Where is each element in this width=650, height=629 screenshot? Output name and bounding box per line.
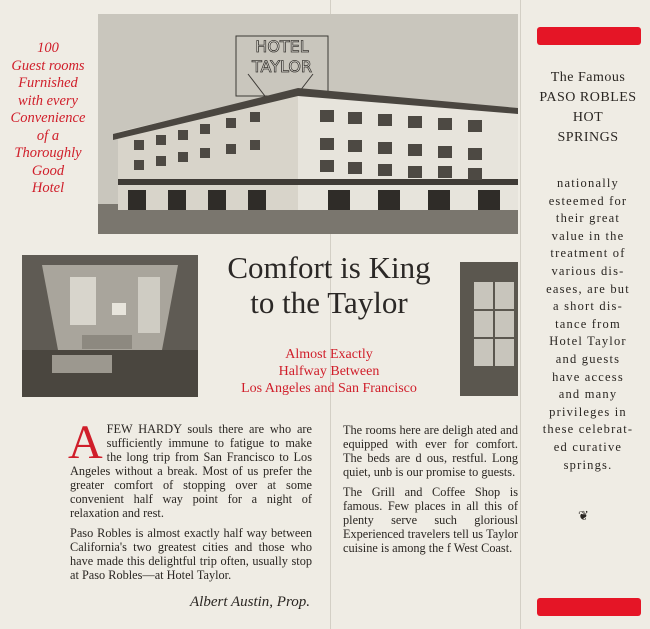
intro-line: Guest rooms [11,57,85,74]
intro-line: of a [36,127,60,144]
description-line: their great [555,211,621,226]
description-line: and guests [555,351,621,366]
red-band-top [537,27,641,45]
description-line: various dis- [551,263,625,278]
description-line: these celebrat- [542,422,634,437]
hotel-window-photo [460,262,518,396]
description-line: privileges in [549,404,627,419]
drop-cap: A [68,416,103,469]
fold-line [520,0,521,629]
hotel-exterior-photo [98,14,518,234]
paragraph: The rooms here are deligh ated and equipped with ever for comfort. The beds are d ous, restful. Long quiet, unb is our promise to guests. [343,423,518,479]
description-line: have access [552,369,624,384]
headline-line: Comfort is King [227,250,431,285]
heading-line: PASO ROBLES [539,90,637,105]
left-text-column [68,416,312,588]
heading-line: HOT [572,110,604,125]
headline [200,250,458,320]
subheading-line: Los Angeles and San Francisco [241,381,417,396]
hotel-building-illustration [98,14,518,234]
intro-line: Convenience [10,110,86,126]
springs-heading [532,68,644,148]
description-line: Hotel Taylor [549,334,627,349]
intro-line: Hotel [31,180,65,196]
intro-line: Furnished [18,75,78,91]
headline-line: to the Taylor [250,285,408,320]
sign-hotel: HOTEL [255,37,309,56]
paragraph [68,416,312,520]
paragraph-text: FEW HARDY souls there are who are sufficiently immune to fatigue to make the long trip from San Francisco to Los Angeles without a break. Most of us prefer the greater comfort of stopping over at some convenient half way point for a night of relaxation and rest. [70,422,312,520]
subheading-line: Halfway Between [278,364,380,379]
intro-line: with every [18,92,78,109]
middle-text-column [343,423,518,561]
window-illustration [460,262,518,396]
heading-line: SPRINGS [557,130,619,145]
intro-line: Good [31,162,65,179]
paragraph: The Grill and Coffee Shop is famous. Few places in all this of plenty serve such gloriousl Experienced travelers tell us Taylor cuisine is among the f West Coast. [343,485,518,555]
sign-taylor: TAYLOR [251,57,313,76]
description-line: esteemed for [548,193,628,208]
description-line: and many [558,387,618,402]
intro-line: Thoroughly [14,145,82,161]
hotel-room-photo [22,255,198,397]
description-line: ed curative [553,439,623,454]
description-line: springs. [563,457,613,472]
heading-line: The Famous [550,70,626,85]
subheading-line: Almost Exactly [285,347,373,362]
description-line: nationally [557,176,619,190]
description-line: eases, are but [546,281,630,296]
intro-text [2,40,94,198]
description-line: a short dis- [553,299,623,314]
red-band-bottom [537,598,641,616]
ornament-icon: ❦ [578,508,589,523]
subheading [200,346,458,397]
intro-line: 100 [37,40,59,56]
proprietor-signature: Albert Austin, Prop. [190,594,310,610]
description-line: tance from [555,316,621,331]
description-line: treatment of [550,246,626,261]
hotel-room-illustration [22,255,198,397]
description-line: value in the [551,228,625,243]
paragraph: Paso Robles is almost exactly half way between California's two greatest cities and those who have made this delightful trip often, usually stop at Paso Robles—at Hotel Taylor. [70,526,312,582]
springs-description [538,175,638,474]
